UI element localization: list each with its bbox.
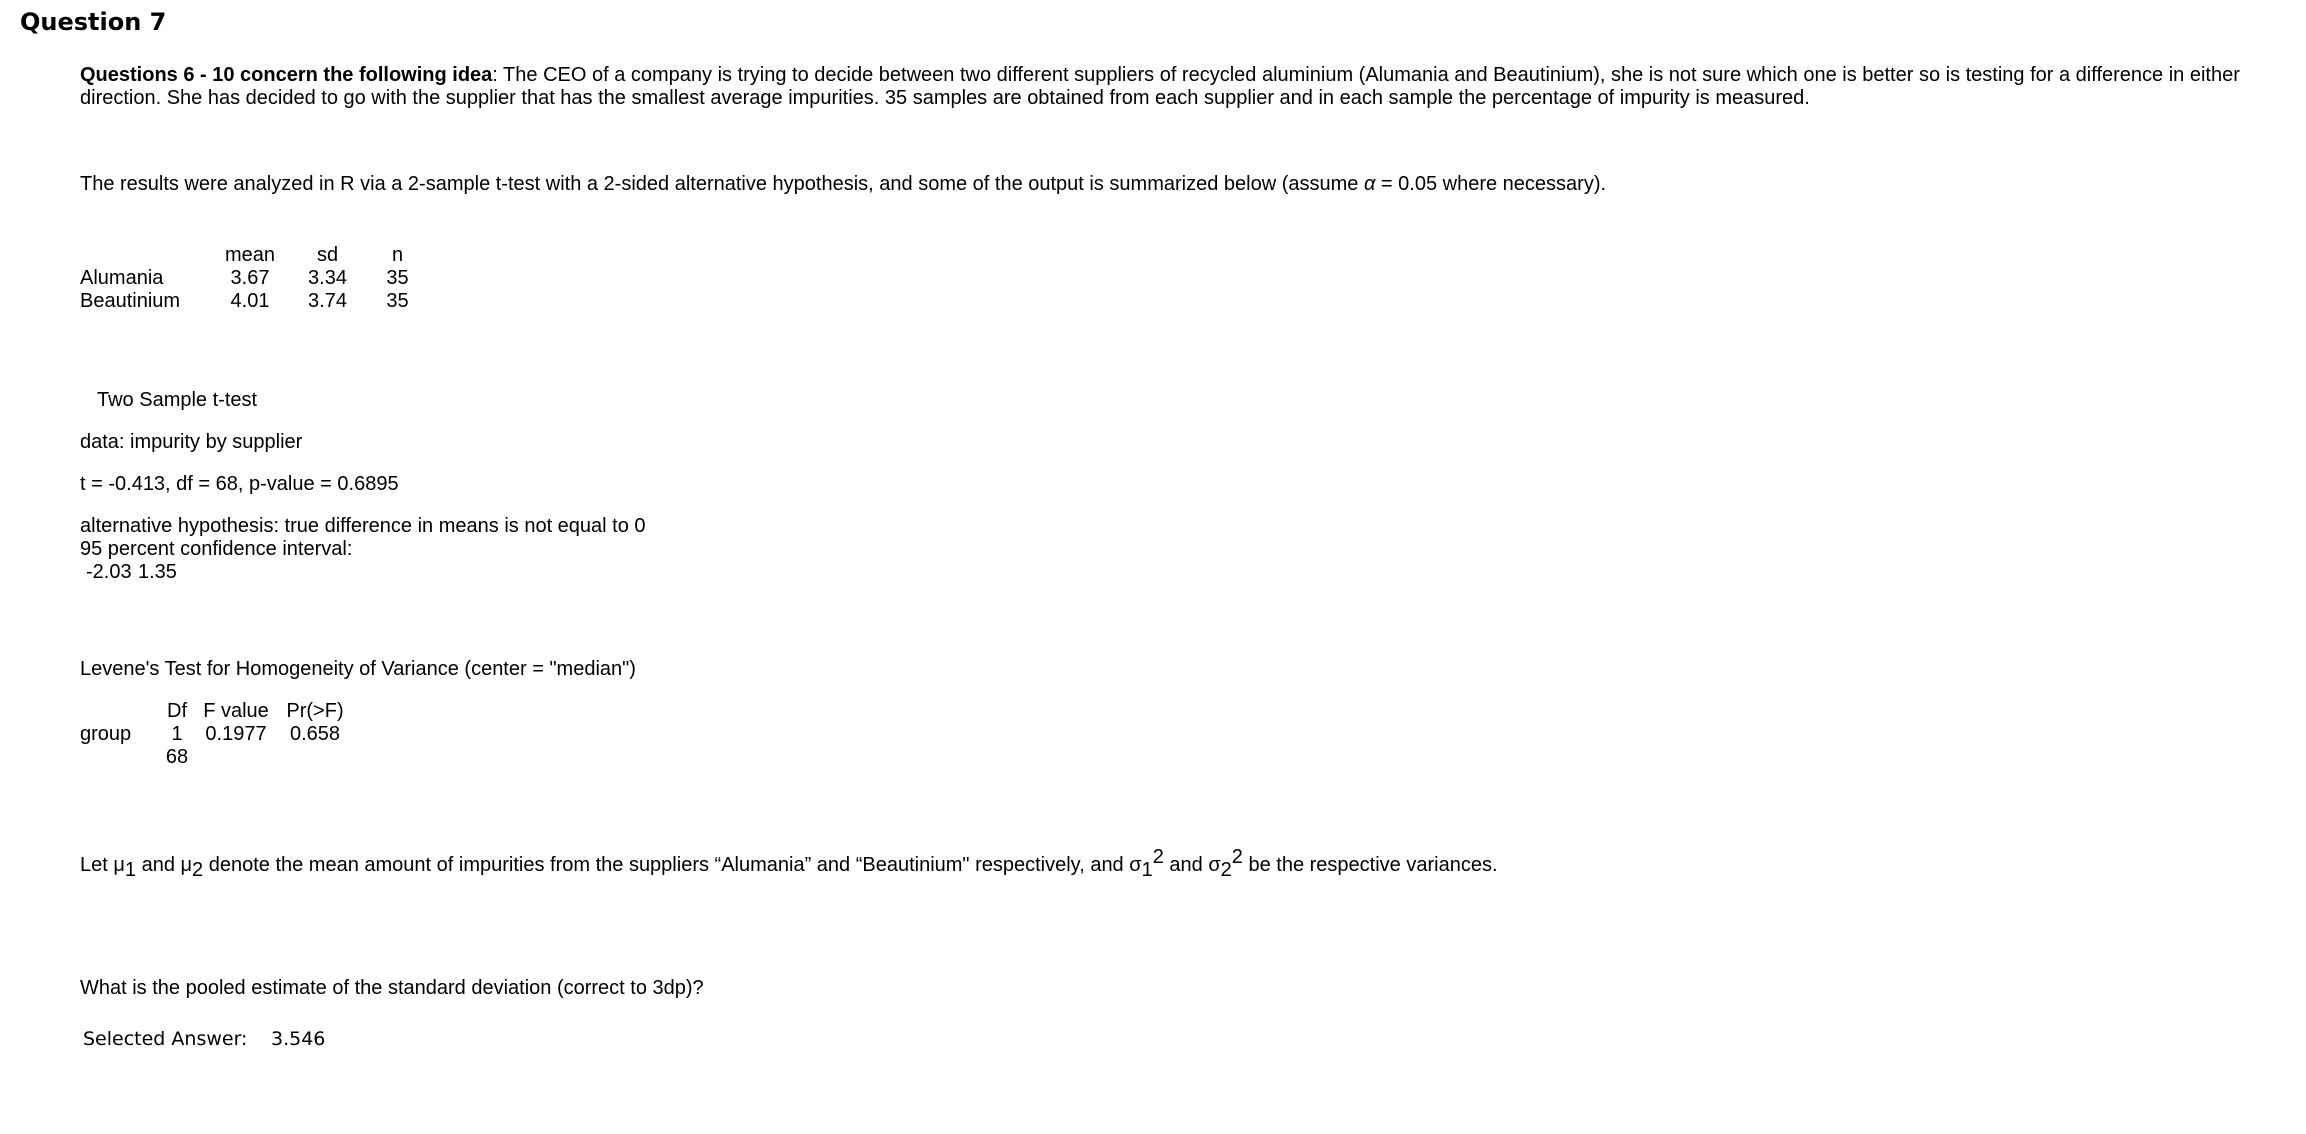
levene-cell: 0.1977 — [205, 723, 267, 745]
summary-cell: 3.67 — [230, 267, 270, 289]
def-subscript: 1 — [1141, 859, 1153, 881]
levene-title: Levene's Test for Homogeneity of Variance (center = "median") — [80, 658, 636, 680]
levene-cell: 68 — [165, 746, 189, 768]
analysis-text-1: The results were analyzed in R via a 2-sample t-test with a 2-sided alternative hypothesis, and some of the output is summarized below (assume — [80, 173, 1364, 195]
ttest-ci-label: 95 percent confidence interval: — [80, 538, 353, 560]
def-text: Let μ — [80, 854, 125, 876]
levene-header-pr: Pr(>F) — [286, 700, 344, 722]
levene-cell: group — [80, 723, 132, 745]
alpha-symbol: α — [1363, 173, 1376, 195]
definitions-paragraph — [80, 846, 2270, 881]
ttest-title: Two Sample t-test — [97, 389, 258, 411]
ttest-ci-values — [80, 561, 2270, 584]
question-title: Question 7 — [20, 8, 167, 36]
levene-cell — [194, 746, 278, 769]
levene-header-row — [80, 700, 352, 723]
ci-upper: 1.35 — [138, 561, 177, 583]
analysis-text-2: = 0.05 where necessary). — [1375, 173, 1607, 195]
ttest-stats-line: t = -0.413, df = 68, p-value = 0.6895 — [80, 473, 399, 495]
question-content — [80, 64, 2270, 1051]
intro-text: : The CEO of a company is trying to decide between two different suppliers of recycled aluminium (Alumania and Beautinium), she is not sure which one is better so is testing for a difference in either direction. She has decided to go with the supplier that has the smallest average impurities. 35 samples are obtained from each supplier and in each sample the percentage of impurity is measured. — [80, 64, 2240, 109]
summary-row-beautinium — [80, 290, 425, 313]
summary-cell: Alumania — [80, 267, 164, 289]
def-text: and σ — [1163, 854, 1221, 876]
selected-answer-label: Selected Answer: — [83, 1028, 248, 1050]
analysis-paragraph — [80, 173, 2270, 196]
def-subscript: 1 — [124, 859, 137, 881]
def-superscript: 2 — [1152, 846, 1164, 868]
summary-cell: 35 — [386, 267, 409, 289]
summary-cell: 3.74 — [308, 290, 347, 312]
def-subscript: 2 — [1220, 859, 1232, 881]
summary-cell: 35 — [386, 290, 409, 312]
summary-header-row — [80, 244, 425, 267]
question-prompt: What is the pooled estimate of the standard deviation (correct to 3dp)? — [80, 977, 704, 999]
def-superscript: 2 — [1231, 846, 1243, 868]
levene-header-blank — [80, 700, 160, 723]
ci-lower: -2.03 — [86, 561, 132, 583]
summary-header-sd: sd — [316, 244, 339, 266]
levene-cell — [278, 746, 352, 769]
selected-answer-row — [80, 1028, 2270, 1051]
levene-header-df: Df — [167, 700, 187, 722]
summary-cell: Beautinium — [80, 290, 181, 312]
intro-paragraph — [80, 64, 2270, 110]
summary-row-alumania — [80, 267, 425, 290]
summary-cell: 3.34 — [308, 267, 347, 289]
selected-answer-value: 3.546 — [271, 1028, 326, 1050]
def-subscript: 2 — [192, 859, 204, 881]
def-text: be the respective variances. — [1242, 854, 1498, 876]
levene-table — [80, 700, 352, 769]
levene-header-fvalue: F value — [203, 700, 269, 722]
ttest-alt-line: alternative hypothesis: true difference in means is not equal to 0 — [80, 515, 646, 537]
def-text: denote the mean amount of impurities from the suppliers “Alumania” and “Beautinium" respectively, and σ — [203, 854, 1142, 876]
intro-bold: Questions 6 - 10 concern the following idea — [80, 64, 493, 86]
summary-cell: 4.01 — [230, 290, 270, 312]
summary-header-mean: mean — [224, 244, 276, 266]
levene-resid-row — [80, 746, 352, 769]
ttest-data-line: data: impurity by supplier — [80, 431, 303, 453]
levene-cell — [80, 746, 160, 769]
summary-header-blank — [80, 244, 215, 267]
summary-header-n: n — [391, 244, 404, 266]
def-text: and μ — [136, 854, 193, 876]
levene-cell: 0.658 — [289, 723, 341, 745]
levene-cell: 1 — [171, 723, 183, 745]
summary-table — [80, 244, 425, 313]
levene-group-row — [80, 723, 352, 746]
